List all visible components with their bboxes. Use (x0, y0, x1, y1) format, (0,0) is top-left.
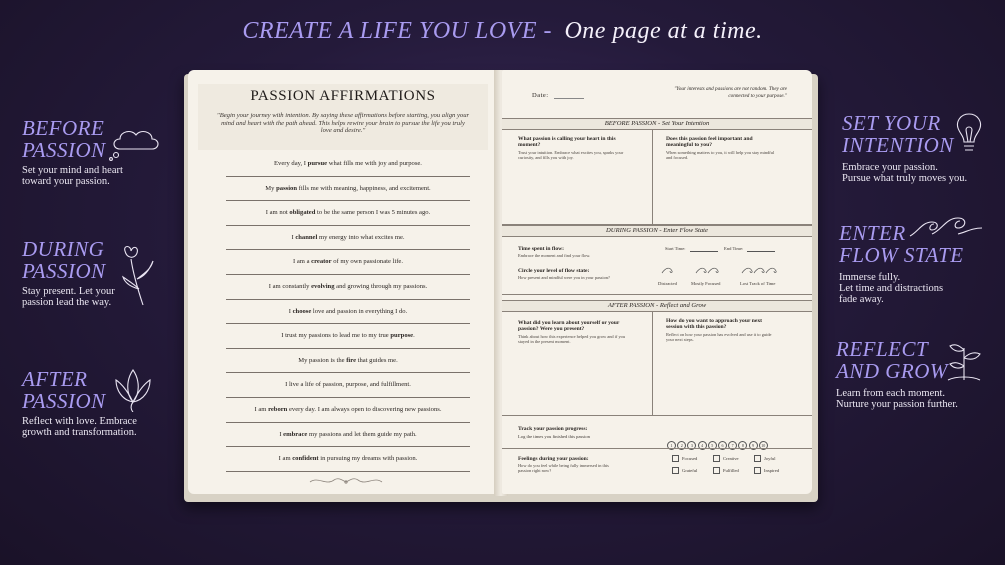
start-time-label: Start Time: (665, 246, 686, 251)
affirmation-text: and growing through my passions. (334, 282, 428, 290)
affirmation-text: that guides me. (356, 356, 398, 364)
progress-circle[interactable]: 5 (708, 441, 717, 450)
block-text-line: Immerse fully. (839, 272, 901, 283)
end-time-field[interactable] (747, 251, 775, 252)
block-title-line1: BEFORE (22, 116, 105, 140)
page-quote: "Begin your journey with intention. By saying these affirmations before starting, you align your mind and heart with the path ahead. This helps rewire your brain to pursue the life you truly love and desire." (216, 112, 470, 134)
affirmation-keyword: obligated (289, 209, 316, 217)
affirmation-item (226, 275, 470, 300)
affirmation-text: I am not (265, 209, 290, 217)
feeling-label: Joyful (764, 456, 776, 461)
affirmation-keyword: channel (295, 233, 318, 241)
affirmation-item (226, 152, 470, 177)
affirmation-keyword: confident (292, 455, 319, 463)
affirmation-text: I live a life of passion, purpose, and fulfillment. (285, 381, 411, 389)
block-text-line: growth and transformation. (22, 427, 137, 438)
level-distracted: Distracted (658, 281, 677, 286)
affirmation-text: I (291, 233, 296, 241)
feelings-sub: How do you feel while being fully immersed in this passion right now? (518, 463, 609, 473)
level-mostly-focused: Mostly Focused (691, 281, 721, 286)
start-time-field[interactable] (690, 251, 718, 252)
affirmation-keyword: evolving (311, 282, 335, 290)
progress-circle[interactable]: 3 (687, 441, 696, 450)
progress-circle[interactable]: 9 (749, 441, 758, 450)
feeling-checkbox[interactable] (754, 467, 761, 474)
block-title-line2: FLOW STATE (839, 243, 964, 267)
affirmation-keyword: creator (311, 258, 332, 266)
before-q1-title: What passion is calling your heart in this moment? (518, 136, 616, 148)
after-q2-sub: Reflect on how your passion has evolved and use it to guide your next steps. (666, 332, 772, 342)
feeling-label: Grateful (682, 468, 698, 473)
tulip-icon (115, 243, 159, 309)
block-text-line: Learn from each moment. (836, 388, 946, 399)
before-q2-title: Does this passion feel important and meaningful to you? (666, 136, 753, 148)
feeling-checkbox[interactable] (754, 455, 761, 462)
feeling-label: Fulfilled (723, 468, 739, 473)
feeling-checkbox[interactable] (672, 455, 679, 462)
affirmation-keyword: reborn (268, 405, 288, 413)
date-label: Date: (532, 92, 549, 99)
block-title-line1: SET YOUR (842, 111, 941, 135)
affirmation-item (226, 349, 470, 374)
headline-sub: One page at a time. (564, 18, 763, 44)
affirmation-text: My passion is the (298, 356, 347, 364)
block-text-line: Stay present. Let your (22, 286, 115, 297)
flourish-ornament (308, 474, 384, 488)
flow-wave-1-icon[interactable] (660, 265, 680, 275)
before-q2-sub: When something matters to you, it will help you stay mindful and focused. (666, 150, 775, 160)
affirmation-item (226, 201, 470, 226)
affirmation-text: I (279, 430, 284, 438)
date-field[interactable] (554, 98, 584, 99)
feelings-title: Feelings during your passion: (518, 456, 589, 462)
after-section-bar: AFTER PASSION - Reflect and Grow (502, 300, 812, 312)
affirmation-keyword: purpose (390, 332, 414, 340)
feeling-label: Focused (682, 456, 698, 461)
affirmation-keyword: pursue (307, 160, 328, 167)
progress-circle[interactable]: 7 (728, 441, 737, 450)
progress-circle[interactable]: 1 (667, 441, 676, 450)
flow-level-sub: How present and mindful were you in your passion? (518, 275, 610, 280)
progress-circles (667, 434, 769, 452)
planner-book (184, 70, 818, 500)
after-section (502, 312, 812, 416)
affirmation-text: in pursuing my dreams with passion. (318, 455, 418, 463)
lightbulb-icon (952, 110, 986, 156)
affirmation-text: every day. I am always open to discovering new passions. (287, 405, 442, 413)
block-text-line: Let time and distractions (839, 283, 944, 294)
journal-page (502, 70, 812, 494)
during-section-bar: DURING PASSION - Enter Flow State (502, 225, 812, 237)
lotus-icon (108, 366, 158, 412)
block-text-line: Set your mind and heart (22, 165, 123, 176)
affirmation-text: to be the same person I was 5 minutes ago. (315, 209, 431, 217)
affirmation-text: my energy into what excites me. (317, 233, 405, 241)
block-title-line1: AFTER (22, 367, 88, 391)
before-section-bar: BEFORE PASSION - Set Your Intention (502, 118, 812, 130)
affirmation-text: . (413, 332, 415, 340)
progress-circle[interactable]: 10 (759, 441, 768, 450)
feeling-label: Inspired (764, 468, 780, 473)
block-title-line1: DURING (22, 237, 105, 261)
track-sub: Log the times you finished this passion (518, 434, 590, 439)
top-quote: "Your interests and passions are not random. They are connected to your purpose." (674, 86, 787, 99)
thought-cloud-icon (108, 125, 164, 161)
affirmation-text: I am (254, 405, 269, 413)
during-passion-block (22, 238, 197, 308)
progress-circle[interactable]: 4 (698, 441, 707, 450)
block-text-line: Pursue what truly moves you. (842, 173, 968, 184)
block-title-line2: PASSION (22, 259, 106, 283)
feeling-checkbox[interactable] (713, 455, 720, 462)
after-q1-sub: Think about how this experience helped you grow and if you stayed in the present moment. (518, 334, 626, 344)
affirmations-list (226, 152, 470, 472)
sprout-icon (944, 336, 984, 384)
end-time-label: End Time: (724, 246, 744, 251)
affirmation-text: I (288, 307, 293, 315)
headline-main: CREATE A LIFE YOU LOVE - (242, 18, 552, 44)
after-q2-title: How do you want to approach your next session with this passion? (666, 318, 762, 330)
block-text-line: toward your passion. (22, 176, 110, 187)
feeling-checkbox[interactable] (713, 467, 720, 474)
affirmation-item (226, 250, 470, 275)
affirmation-item (226, 226, 470, 251)
before-section (502, 130, 812, 225)
affirmation-text: fills me with meaning, happiness, and excitement. (297, 184, 431, 192)
block-title-line1: REFLECT (836, 337, 929, 361)
affirmation-text: I trust my passions to lead me to my true (281, 332, 391, 340)
flow-wave-3-icon[interactable] (740, 265, 784, 275)
affirmation-item (226, 398, 470, 423)
block-title-line2: INTENTION (842, 133, 954, 157)
page-title: PASSION AFFIRMATIONS (250, 88, 436, 104)
block-text-line: Nurture your passion further. (836, 399, 958, 410)
level-lost-track: Lost Track of Time (740, 281, 776, 286)
affirmation-text: I am a (293, 258, 312, 266)
affirmation-keyword: fire (346, 356, 356, 364)
block-title-line2: PASSION (22, 389, 106, 413)
feeling-label: Creative (723, 456, 739, 461)
flow-wave-2-icon[interactable] (694, 265, 724, 275)
feeling-checkbox[interactable] (672, 467, 679, 474)
block-title-line2: PASSION (22, 138, 106, 162)
affirmation-keyword: embrace (283, 430, 308, 438)
time-title: Time spent in flow: (518, 246, 565, 252)
block-text-line: Embrace your passion. (842, 162, 938, 173)
block-title-line1: ENTER (839, 221, 906, 245)
affirmation-item (226, 447, 470, 472)
during-section (502, 237, 812, 295)
affirmation-text: I am constantly (268, 282, 312, 290)
affirmation-item (226, 324, 470, 349)
affirmation-text: my passions and let them guide my path. (307, 430, 417, 438)
affirmation-item (226, 373, 470, 398)
time-sub: Embrace the moment and find your flow. (518, 253, 591, 258)
affirmation-text: Every day, I (274, 160, 308, 167)
affirmation-keyword: passion (276, 184, 298, 192)
affirmations-page (188, 70, 498, 494)
headline (0, 18, 1005, 45)
before-q1-sub: Trust your intuition. Embrace what excites you, sparks your curiosity, and fills you with joy. (518, 150, 624, 160)
affirmation-text: I am (278, 455, 293, 463)
affirmation-text: what fills me with joy and purpose. (327, 160, 422, 167)
after-q1-title: What did you learn about yourself or your passion? Were you present? (518, 320, 620, 332)
progress-circle[interactable]: 6 (718, 441, 727, 450)
affirmation-text: My (265, 184, 277, 192)
affirmation-item (226, 423, 470, 448)
affirmations-header (198, 84, 488, 150)
affirmation-keyword: choose (292, 307, 312, 315)
affirmation-text: of my own passionate life. (331, 258, 403, 266)
affirmation-item (226, 300, 470, 325)
progress-circle[interactable]: 2 (677, 441, 686, 450)
affirmation-item (226, 177, 470, 202)
track-title: Track your passion progress: (518, 426, 588, 432)
wave-icon (908, 214, 984, 240)
progress-circle[interactable]: 8 (738, 441, 747, 450)
affirmation-text: love and passion in everything I do. (311, 307, 408, 315)
block-title-line2: AND GROW (836, 359, 948, 383)
block-text-line: Reflect with love. Embrace (22, 416, 137, 427)
block-text-line: passion lead the way. (22, 297, 112, 308)
block-text-line: fade away. (839, 294, 884, 305)
flow-level-title: Circle your level of flow state: (518, 268, 590, 274)
